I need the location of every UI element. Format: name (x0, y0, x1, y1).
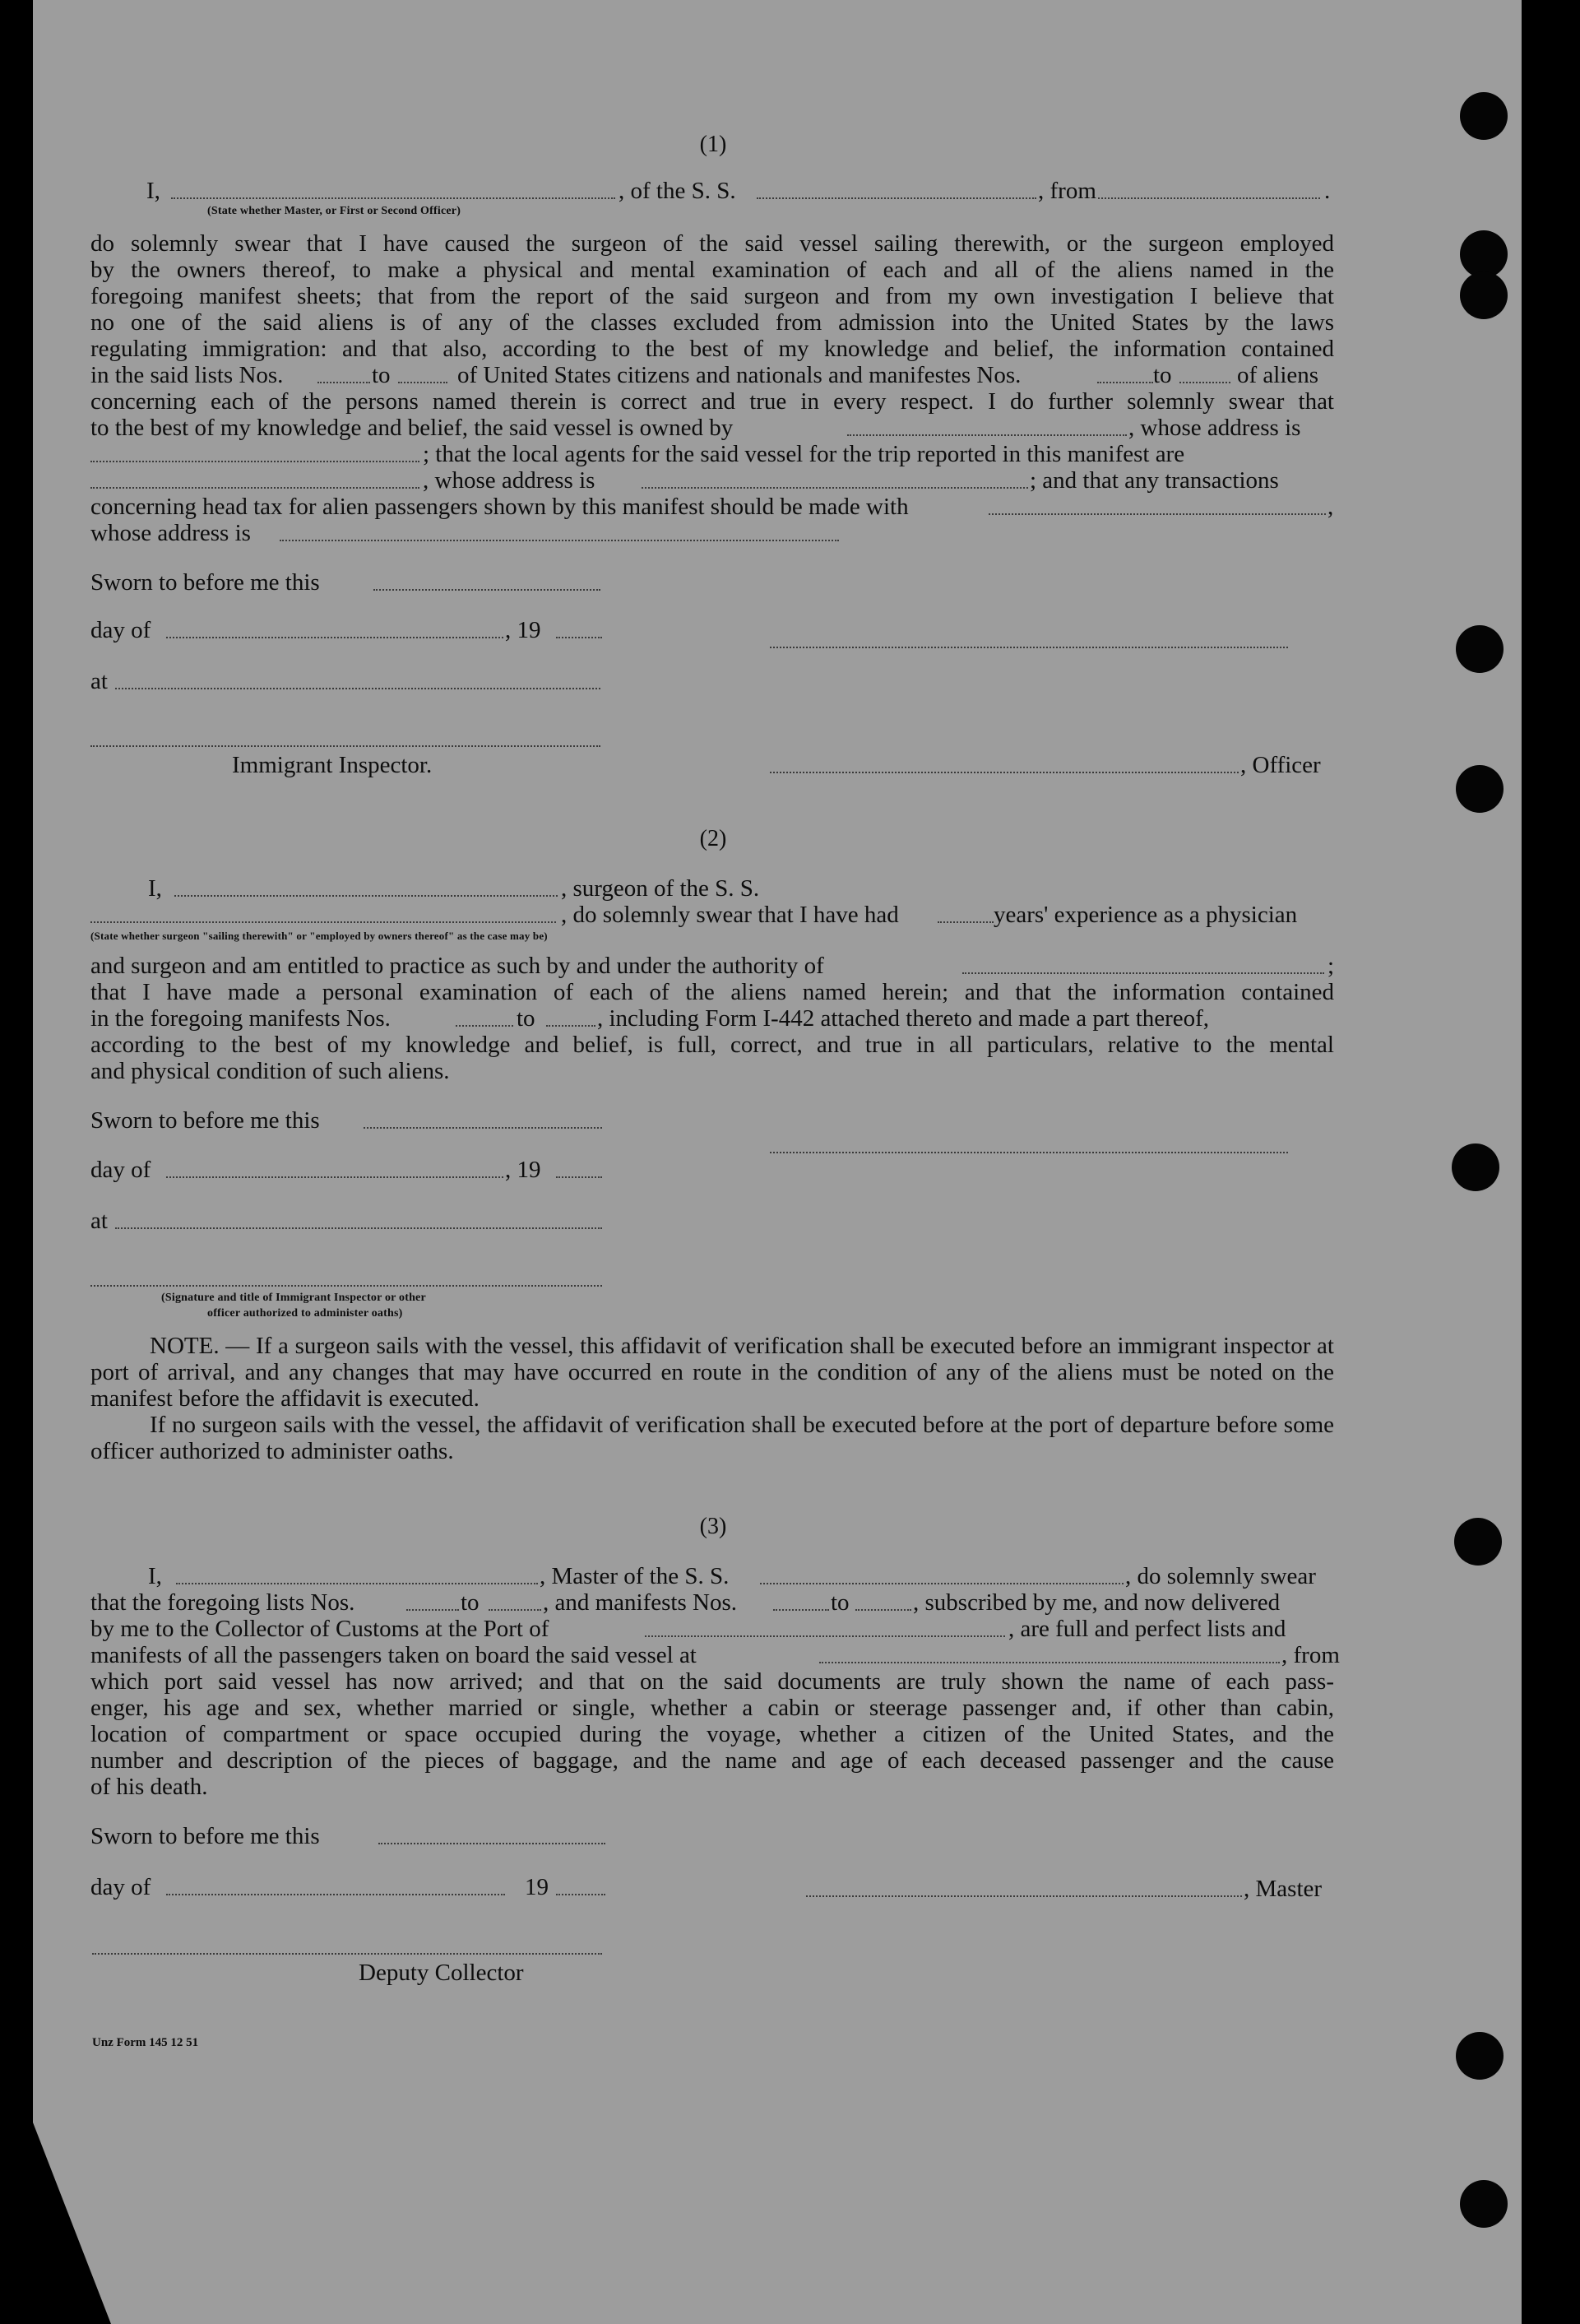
s3-sworn-field[interactable] (378, 1843, 605, 1844)
s1-officer-line[interactable] (770, 772, 1239, 773)
section-2-heading: (2) (699, 826, 727, 851)
officer-title-field[interactable] (171, 197, 615, 199)
master-signature-line[interactable] (806, 1895, 1242, 1897)
s1-signature-line[interactable] (770, 647, 1288, 648)
s1-sworn-field[interactable] (373, 589, 600, 591)
s2-sig-caption-1: (Signature and title of Immigrant Inspector or other (161, 1292, 426, 1304)
s2-sig-caption-2: officer authorized to administer oaths) (207, 1307, 403, 1320)
s1-contact-address-label: whose address is (90, 520, 251, 546)
master-name-field[interactable] (176, 1583, 538, 1584)
s2-at-field[interactable] (115, 1227, 602, 1229)
s3-manifests-from-field[interactable] (773, 1609, 829, 1611)
section-3-heading: (3) (699, 1514, 727, 1539)
s3-sworn: Sworn to before me this (90, 1823, 320, 1849)
deputy-collector-line[interactable] (92, 1953, 602, 1955)
s1-inspector-label: Immigrant Inspector. (232, 752, 433, 778)
s1-transactions: ; and that any transactions (1030, 467, 1279, 494)
note-paragraph-1: NOTE. — If a surgeon sails with the vessel, this affidavit of verification shall be executed before an immigrant inspector at port of arrival, and any changes that may have occurred en route in the condition of any of the aliens must be noted on the manifest before the affidavit is executed. (90, 1333, 1334, 1412)
s3-port-label: by me to the Collector of Customs at the Port of (90, 1616, 549, 1642)
boarding-port-field[interactable] (819, 1662, 1280, 1663)
s1-head-tax: concerning head tax for alien passengers shown by this manifest should be made with (90, 494, 909, 520)
authority-field[interactable] (962, 972, 1324, 974)
s1-year-field[interactable] (556, 637, 602, 638)
s3-taken-on-board: manifests of all the passengers taken on board the said vessel at (90, 1642, 697, 1668)
head-tax-contact-field[interactable] (989, 513, 1326, 515)
s1-manifests-label: of United States citizens and nationals and manifestes Nos. (457, 362, 1022, 388)
s3-day-of: day of (90, 1874, 151, 1900)
s2-year: , 19 (505, 1157, 541, 1183)
s2-manifests-to-field[interactable] (546, 1025, 595, 1027)
s2-form-i442: , including Form I-442 attached thereto and made a part thereof, (597, 1005, 1210, 1032)
owner-field[interactable] (847, 434, 1127, 436)
s2-sworn-field[interactable] (364, 1127, 602, 1129)
s1-comma: , (1327, 494, 1334, 520)
from-port-field[interactable] (1098, 197, 1320, 199)
s1-day-field[interactable] (166, 637, 503, 638)
section-1-heading: (1) (699, 132, 727, 157)
s1-i: I, (146, 178, 160, 204)
agents-field[interactable] (90, 487, 419, 489)
s2-at: at (90, 1208, 108, 1234)
s3-master-of: , Master of the S. S. (540, 1563, 730, 1589)
s3-line-7: number and description of the pieces of baggage, and the name and age of each deceased passenger and the cause (90, 1747, 1334, 1774)
years-experience-field[interactable] (938, 921, 994, 923)
s1-line-7: concerning each of the persons named therein is correct and true in every respect. I do further solemnly swear that (90, 388, 1334, 415)
s1-line-5: regulating immigration: and that also, according to the best of my knowledge and belief, the information contained (90, 336, 1334, 362)
s1-at: at (90, 668, 108, 694)
s1-line-4: no one of the said aliens is of any of the classes excluded from admission into the United States by the laws (90, 309, 1334, 336)
manifests-from-field[interactable] (1097, 382, 1153, 383)
surgeon-name-field[interactable] (174, 895, 558, 897)
s2-line-4: according to the best of my knowledge and belief, is full, correct, and true in all particulars, relative to the mental (90, 1032, 1334, 1058)
s1-from: , from (1038, 178, 1096, 204)
s1-lists-label: in the said lists Nos. (90, 362, 284, 388)
form-number: Unz Form 145 12 51 (92, 2036, 199, 2049)
s3-manifests-to-field[interactable] (855, 1609, 911, 1611)
s3-deputy-collector: Deputy Collector (359, 1960, 524, 1986)
s2-manifests-from-field[interactable] (456, 1025, 513, 1027)
s2-signature-line[interactable] (770, 1152, 1288, 1153)
s2-sworn: Sworn to before me this (90, 1107, 320, 1134)
s2-years: years' experience as a physician (994, 902, 1298, 928)
vessel-name-field[interactable] (757, 197, 1036, 199)
s3-master-label: , Master (1244, 1876, 1323, 1902)
s2-line-2: that I have made a personal examination of each of the aliens named herein; and that the information contained (90, 979, 1334, 1005)
s3-line-5: enger, his age and sex, whether married or single, whether a cabin or steerage passenger and, if other than cabin, (90, 1695, 1334, 1721)
s3-year-field[interactable] (556, 1894, 605, 1895)
s1-inspector-line[interactable] (90, 745, 600, 747)
s1-year: , 19 (505, 617, 541, 643)
note-paragraph-2: If no surgeon sails with the vessel, the affidavit of verification shall be executed before at the port of departure before some officer authorized to administer oaths. (90, 1412, 1334, 1464)
s3-lists-label: that the foregoing lists Nos. (90, 1589, 355, 1616)
s1-period: . (1324, 178, 1331, 204)
s2-day-of: day of (90, 1157, 151, 1183)
surgeon-status-field[interactable] (90, 921, 556, 923)
s1-lists-to: to (372, 362, 391, 388)
s2-line-5: and physical condition of such aliens. (90, 1058, 450, 1084)
manifests-to-field[interactable] (1179, 382, 1230, 383)
s1-day-of: day of (90, 617, 151, 643)
s3-year: 19 (525, 1874, 549, 1900)
s3-manifests-to: to (831, 1589, 850, 1616)
owner-address-field[interactable] (90, 461, 419, 462)
lists-to-field[interactable] (398, 382, 447, 383)
s3-lists-to-field[interactable] (489, 1609, 541, 1611)
s3-vessel-field[interactable] (760, 1583, 1124, 1584)
port-field[interactable] (645, 1635, 1005, 1637)
s3-lists-to: to (461, 1589, 480, 1616)
s1-local-agents: ; that the local agents for the said vessel for the trip reported in this manifest are (423, 441, 1185, 467)
s3-from: , from (1281, 1642, 1340, 1668)
s3-line-8: of his death. (90, 1774, 208, 1800)
s1-agents-address-label: , whose address is (423, 467, 595, 494)
s2-manifests-label: in the foregoing manifests Nos. (90, 1005, 391, 1032)
s3-swear: , do solemnly swear (1125, 1563, 1316, 1589)
s3-i: I, (148, 1563, 162, 1589)
s2-inspector-signature-line[interactable] (90, 1285, 602, 1287)
s1-owned-by: to the best of my knowledge and belief, the said vessel is owned by (90, 415, 734, 441)
s2-i: I, (148, 875, 162, 902)
s3-manifests-label: , and manifests Nos. (543, 1589, 737, 1616)
s2-authority: and surgeon and am entitled to practice as such by and under the authority of (90, 953, 824, 979)
s3-full-lists: , are full and perfect lists and (1008, 1616, 1286, 1642)
s1-officer-label: , Officer (1240, 752, 1321, 778)
s3-lists-from-field[interactable] (406, 1609, 459, 1611)
s2-swear: , do solemnly swear that I have had (561, 902, 899, 928)
s1-at-field[interactable] (115, 688, 600, 689)
s3-line-4: which port said vessel has now arrived; and that on the said documents are truly shown the name of each pass- (90, 1668, 1334, 1695)
s1-manifests-to: to (1153, 362, 1172, 388)
s3-subscribed: , subscribed by me, and now delivered (913, 1589, 1281, 1616)
s2-year-field[interactable] (556, 1176, 602, 1178)
s3-line-6: location of compartment or space occupied during the voyage, whether a citizen of the United States, and the (90, 1721, 1334, 1747)
surgeon-status-caption: (State whether surgeon "sailing therewith" or "employed by owners thereof" as the case may be) (90, 930, 548, 942)
s1-of-aliens: of aliens (1237, 362, 1319, 388)
s1-owner-address-label: , whose address is (1128, 415, 1301, 441)
officer-title-caption: (State whether Master, or First or Second Officer) (207, 205, 461, 217)
s3-day-field[interactable] (166, 1894, 505, 1895)
note-block (90, 1333, 1334, 1464)
s2-semicolon: ; (1327, 953, 1335, 979)
lists-from-field[interactable] (317, 382, 370, 383)
s1-line-1: do solemnly swear that I have caused the surgeon of the said vessel sailing therewith, or the surgeon employed (90, 230, 1334, 257)
agents-address-field[interactable] (642, 487, 1028, 489)
s1-of-ss: , of the S. S. (619, 178, 736, 204)
s1-sworn: Sworn to before me this (90, 569, 320, 596)
s2-day-field[interactable] (166, 1176, 503, 1178)
s2-to: to (517, 1005, 535, 1032)
s1-line-2: by the owners thereof, to make a physical and mental examination of each and all of the aliens named in the (90, 257, 1334, 283)
contact-address-field[interactable] (280, 540, 839, 541)
s1-line-3: foregoing manifest sheets; that from the report of the said surgeon and from my own investigation I believe that (90, 283, 1334, 309)
s2-surgeon-of: , surgeon of the S. S. (561, 875, 760, 902)
